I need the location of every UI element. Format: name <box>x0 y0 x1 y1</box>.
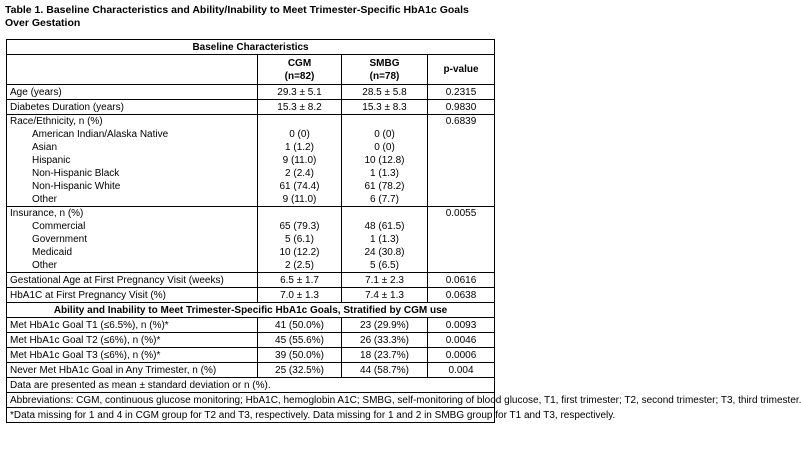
goal-smbg: 23 (29.9%) <box>342 318 428 333</box>
footnote-data-presentation: Data are presented as mean ± standard deviation or n (%). <box>7 378 495 393</box>
hba1c-first-cgm: 7.0 ± 1.3 <box>258 288 342 303</box>
header-pvalue: p-value <box>428 55 495 85</box>
insurance-pvalue <box>428 207 495 273</box>
race-cgm-value: 2 (2.4) <box>285 168 314 179</box>
baseline-table <box>6 39 801 423</box>
race-item-label: Non-Hispanic White <box>32 181 121 192</box>
age-pvalue: 0.2315 <box>428 85 495 100</box>
table-row <box>7 348 495 363</box>
row-label-diabetes-duration: Diabetes Duration (years) <box>7 100 258 115</box>
race-cgm <box>258 115 342 207</box>
section-header-row <box>7 303 495 318</box>
footnote-row <box>7 393 495 408</box>
table-row <box>7 318 495 333</box>
insurance-item-label: Government <box>32 234 88 245</box>
table-row <box>7 100 495 115</box>
age-smbg: 28.5 ± 5.8 <box>342 85 428 100</box>
goal-cgm: 39 (50.0%) <box>258 348 342 363</box>
table-row <box>7 333 495 348</box>
race-item-label: Asian <box>32 142 58 153</box>
insurance-item-label: Commercial <box>32 221 86 232</box>
header-blank <box>7 55 258 85</box>
insurance-smbg-value: 1 (1.3) <box>370 234 399 245</box>
header-smbg <box>342 55 428 85</box>
diabetes-duration-pvalue: 0.9830 <box>428 100 495 115</box>
insurance-smbg-value: 5 (6.5) <box>370 260 399 271</box>
race-labels <box>7 115 258 207</box>
goal-pvalue: 0.004 <box>428 363 495 378</box>
gest-age-smbg: 7.1 ± 2.3 <box>342 273 428 288</box>
insurance-item-label: Other <box>32 260 58 271</box>
diabetes-duration-smbg: 15.3 ± 8.3 <box>342 100 428 115</box>
goal-label: Never Met HbA1c Goal in Any Trimester, n (%) <box>7 363 258 378</box>
goal-label: Met HbA1c Goal T1 (≤6.5%), n (%)* <box>7 318 258 333</box>
section-header-row <box>7 40 495 55</box>
footnote-missing-data: *Data missing for 1 and 4 in CGM group for T2 and T3, respectively. Data missing for 1 and 2 in SMBG group for T1 and T3, respectively. <box>7 408 495 423</box>
race-smbg-value: 1 (1.3) <box>370 168 399 179</box>
row-label-gestational-age: Gestational Age at First Pregnancy Visit (weeks) <box>7 273 258 288</box>
insurance-item-label: Medicaid <box>32 247 73 258</box>
table-row-insurance <box>7 207 495 273</box>
table-row-race <box>7 115 495 207</box>
goal-smbg: 18 (23.7%) <box>342 348 428 363</box>
table-row <box>7 273 495 288</box>
goal-pvalue: 0.0006 <box>428 348 495 363</box>
insurance-smbg-value: 24 (30.8) <box>364 247 405 258</box>
footnote-abbreviations: Abbreviations: CGM, continuous glucose monitoring; HbA1C, hemoglobin A1C; SMBG, self-monitoring of blood glucose, T1, first trimester; T2, second trimester; T3, third trimester. <box>7 393 495 408</box>
row-label-age: Age (years) <box>7 85 258 100</box>
footnote-row <box>7 378 495 393</box>
race-item-label: Other <box>32 194 58 205</box>
goal-smbg: 26 (33.3%) <box>342 333 428 348</box>
race-smbg-value: 0 (0) <box>374 142 395 153</box>
hba1c-first-pvalue: 0.0638 <box>428 288 495 303</box>
race-pvalue-text: 0.6839 <box>445 116 477 127</box>
row-label-hba1c-first: HbA1C at First Pregnancy Visit (%) <box>7 288 258 303</box>
header-smbg-line1: SMBG <box>369 57 400 69</box>
goal-cgm: 41 (50.0%) <box>258 318 342 333</box>
section2-title: Ability and Inability to Meet Trimester-Specific HbA1c Goals, Stratified by CGM use <box>7 303 495 318</box>
column-header-row <box>7 55 495 85</box>
section1-title: Baseline Characteristics <box>7 40 495 55</box>
insurance-cgm-value: 10 (12.2) <box>279 247 320 258</box>
insurance-label: Insurance, n (%) <box>10 208 84 219</box>
race-item-label: American Indian/Alaska Native <box>32 129 169 140</box>
race-cgm-value: 9 (11.0) <box>282 194 317 205</box>
race-smbg-value: 6 (7.7) <box>370 194 399 205</box>
race-smbg-value: 0 (0) <box>374 129 395 140</box>
insurance-pvalue-text: 0.0055 <box>445 208 477 219</box>
race-item-label: Non-Hispanic Black <box>32 168 120 179</box>
footnote-row <box>7 408 495 423</box>
race-smbg <box>342 115 428 207</box>
goal-cgm: 25 (32.5%) <box>258 363 342 378</box>
header-smbg-line2: (n=78) <box>369 70 400 82</box>
goal-cgm: 45 (55.6%) <box>258 333 342 348</box>
insurance-labels <box>7 207 258 273</box>
race-label: Race/Ethnicity, n (%) <box>10 116 103 127</box>
insurance-cgm-value: 65 (79.3) <box>279 221 320 232</box>
race-smbg-value: 61 (78.2) <box>364 181 405 192</box>
table-caption: Table 1. Baseline Characteristics and Ability/Inability to Meet Trimester-Specific HbA1c Goals Over Gestation <box>5 4 469 29</box>
goal-pvalue: 0.0093 <box>428 318 495 333</box>
insurance-smbg-value: 48 (61.5) <box>364 221 405 232</box>
race-cgm-value: 1 (1.2) <box>285 142 314 153</box>
race-smbg-value: 10 (12.8) <box>364 155 405 166</box>
diabetes-duration-cgm: 15.3 ± 8.2 <box>258 100 342 115</box>
age-cgm: 29.3 ± 5.1 <box>258 85 342 100</box>
table-row <box>7 85 495 100</box>
goal-pvalue: 0.0046 <box>428 333 495 348</box>
insurance-cgm-value: 5 (6.1) <box>285 234 314 245</box>
race-cgm-value: 61 (74.4) <box>279 181 320 192</box>
header-cgm <box>258 55 342 85</box>
race-item-label: Hispanic <box>32 155 71 166</box>
gest-age-pvalue: 0.0616 <box>428 273 495 288</box>
table-row <box>7 363 495 378</box>
goal-label: Met HbA1c Goal T3 (≤6%), n (%)* <box>7 348 258 363</box>
goal-smbg: 44 (58.7%) <box>342 363 428 378</box>
table-row <box>7 288 495 303</box>
hba1c-first-smbg: 7.4 ± 1.3 <box>342 288 428 303</box>
goal-label: Met HbA1c Goal T2 (≤6%), n (%)* <box>7 333 258 348</box>
header-cgm-line1: CGM <box>287 57 312 69</box>
insurance-cgm-value: 2 (2.5) <box>285 260 314 271</box>
insurance-cgm <box>258 207 342 273</box>
race-cgm-value: 0 (0) <box>289 129 310 140</box>
insurance-smbg <box>342 207 428 273</box>
race-pvalue <box>428 115 495 207</box>
header-cgm-line2: (n=82) <box>284 70 315 82</box>
race-cgm-value: 9 (11.0) <box>282 155 317 166</box>
gest-age-cgm: 6.5 ± 1.7 <box>258 273 342 288</box>
